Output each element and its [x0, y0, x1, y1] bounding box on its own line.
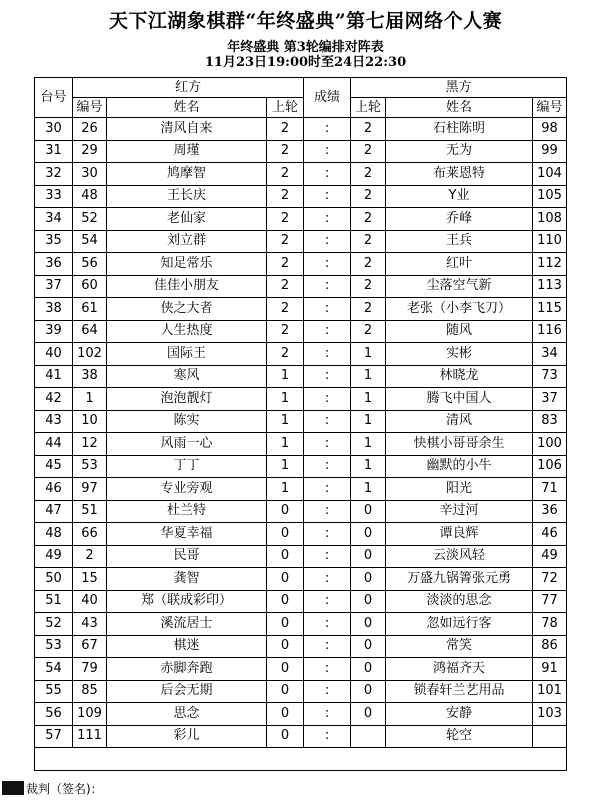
black-name-cell: 老张（小李飞刀）: [386, 298, 533, 321]
table-row: [35, 388, 567, 411]
black-prev-cell: 2: [351, 275, 386, 298]
black-prev-cell: 0: [351, 523, 386, 546]
table-row: [35, 500, 567, 523]
table-row: [35, 118, 567, 141]
table-row: [35, 658, 567, 681]
black-name-cell: 乔峰: [386, 208, 533, 231]
table-no-cell: 50: [35, 568, 73, 591]
table-row: [35, 635, 567, 658]
red-no-cell: 10: [73, 410, 107, 433]
red-prev-cell: 0: [267, 523, 304, 546]
red-name-cell: 国际王: [107, 343, 267, 366]
result-cell: :: [304, 275, 351, 298]
table-row: [35, 343, 567, 366]
black-no-cell: 101: [533, 680, 567, 703]
red-no-cell: 56: [73, 253, 107, 276]
red-prev-cell: 0: [267, 725, 304, 748]
table-no-cell: 31: [35, 140, 73, 163]
table-row: [35, 590, 567, 613]
red-no-cell: 66: [73, 523, 107, 546]
black-no-cell: 83: [533, 410, 567, 433]
page-title: 天下江湖象棋群“年终盛典”第七届网络个人赛: [108, 10, 503, 32]
red-no-cell: 52: [73, 208, 107, 231]
red-name-cell: 郑（联成彩印）: [107, 590, 267, 613]
result-cell: :: [304, 433, 351, 456]
table-no-cell: 34: [35, 208, 73, 231]
footnote-text: 裁判（签名)：: [26, 782, 103, 796]
red-no-cell: 109: [73, 703, 107, 726]
result-cell: :: [304, 545, 351, 568]
black-prev-cell: 1: [351, 343, 386, 366]
result-cell: :: [304, 703, 351, 726]
red-name-cell: 溪流居士: [107, 613, 267, 636]
table-no-cell: 56: [35, 703, 73, 726]
black-no-cell: 100: [533, 433, 567, 456]
black-no-cell: 115: [533, 298, 567, 321]
table-no-cell: 33: [35, 185, 73, 208]
black-prev-cell: 1: [351, 388, 386, 411]
table-row: [35, 568, 567, 591]
red-prev-cell: 0: [267, 545, 304, 568]
table-no-cell: 49: [35, 545, 73, 568]
black-name-cell: 常笑: [386, 635, 533, 658]
red-prev-cell: 1: [267, 365, 304, 388]
red-name-cell: 专业旁观: [107, 478, 267, 501]
black-name-cell: 幽默的小牛: [386, 455, 533, 478]
red-prev-cell: 0: [267, 613, 304, 636]
black-no-cell: 86: [533, 635, 567, 658]
red-name-cell: 陈实: [107, 410, 267, 433]
table-no-cell: 38: [35, 298, 73, 321]
black-name-cell: Y业: [386, 185, 533, 208]
black-name-cell: 淡淡的思念: [386, 590, 533, 613]
table-row: [35, 725, 567, 748]
red-prev-cell: 0: [267, 500, 304, 523]
subtitle: [0, 40, 611, 70]
red-name-cell: 华夏幸福: [107, 523, 267, 546]
red-prev-cell: 2: [267, 298, 304, 321]
red-name-cell: 鸠摩智: [107, 163, 267, 186]
black-prev-cell: 2: [351, 118, 386, 141]
table-no-cell: 37: [35, 275, 73, 298]
black-no-cell: [533, 725, 567, 748]
table-row: [35, 253, 567, 276]
black-prev-cell: 0: [351, 703, 386, 726]
result-cell: :: [304, 320, 351, 343]
red-name-cell: 清风自来: [107, 118, 267, 141]
red-prev-cell: 1: [267, 455, 304, 478]
red-name-cell: 刘立群: [107, 230, 267, 253]
red-no-cell: 85: [73, 680, 107, 703]
red-prev-cell: 2: [267, 140, 304, 163]
black-name-cell: 无为: [386, 140, 533, 163]
black-name-cell: 万盛九锅箐张元勇: [386, 568, 533, 591]
result-cell: :: [304, 253, 351, 276]
table-row: [35, 613, 567, 636]
black-name-cell: 轮空: [386, 725, 533, 748]
header-red-no: 编号: [73, 98, 107, 118]
red-prev-cell: 2: [267, 185, 304, 208]
table-row: [35, 365, 567, 388]
header-red-prev: 上轮: [267, 98, 304, 118]
red-no-cell: 64: [73, 320, 107, 343]
table-no-cell: 35: [35, 230, 73, 253]
result-cell: :: [304, 208, 351, 231]
result-cell: :: [304, 118, 351, 141]
red-name-cell: 杜兰特: [107, 500, 267, 523]
result-cell: :: [304, 500, 351, 523]
black-prev-cell: 1: [351, 365, 386, 388]
red-no-cell: 1: [73, 388, 107, 411]
red-prev-cell: 1: [267, 478, 304, 501]
black-no-cell: 98: [533, 118, 567, 141]
black-prev-cell: 1: [351, 455, 386, 478]
red-prev-cell: 2: [267, 275, 304, 298]
red-prev-cell: 0: [267, 590, 304, 613]
black-name-cell: 红叶: [386, 253, 533, 276]
red-no-cell: 102: [73, 343, 107, 366]
table-row: [35, 455, 567, 478]
table-no-cell: 41: [35, 365, 73, 388]
header-table-no: 台号: [35, 78, 73, 118]
footnote: [2, 780, 103, 797]
red-prev-cell: 0: [267, 703, 304, 726]
red-prev-cell: 0: [267, 658, 304, 681]
black-name-cell: 鸿福齐天: [386, 658, 533, 681]
red-no-cell: 29: [73, 140, 107, 163]
table-row: [35, 680, 567, 703]
red-name-cell: 龚智: [107, 568, 267, 591]
red-name-cell: 侠之大者: [107, 298, 267, 321]
black-name-cell: 辛过河: [386, 500, 533, 523]
black-name-cell: 实彬: [386, 343, 533, 366]
red-name-cell: 王长庆: [107, 185, 267, 208]
black-name-cell: 王兵: [386, 230, 533, 253]
table-no-cell: 40: [35, 343, 73, 366]
result-cell: :: [304, 658, 351, 681]
header-red: 红方: [73, 78, 304, 98]
red-prev-cell: 2: [267, 253, 304, 276]
red-prev-cell: 2: [267, 163, 304, 186]
red-name-cell: 民哥: [107, 545, 267, 568]
red-name-cell: 老仙家: [107, 208, 267, 231]
red-name-cell: 人生热度: [107, 320, 267, 343]
red-name-cell: 寒风: [107, 365, 267, 388]
black-prev-cell: 1: [351, 478, 386, 501]
black-prev-cell: [351, 725, 386, 748]
red-name-cell: 风雨一心: [107, 433, 267, 456]
black-prev-cell: 2: [351, 208, 386, 231]
black-no-cell: 104: [533, 163, 567, 186]
table-row: [35, 185, 567, 208]
table-no-cell: 43: [35, 410, 73, 433]
black-prev-cell: 0: [351, 500, 386, 523]
header-red-name: 姓名: [107, 98, 267, 118]
table-no-cell: 53: [35, 635, 73, 658]
result-cell: :: [304, 343, 351, 366]
black-prev-cell: 1: [351, 433, 386, 456]
black-name-cell: 尘落空气新: [386, 275, 533, 298]
result-cell: :: [304, 455, 351, 478]
result-cell: :: [304, 523, 351, 546]
result-cell: :: [304, 163, 351, 186]
table-no-cell: 32: [35, 163, 73, 186]
black-prev-cell: 2: [351, 298, 386, 321]
table-no-cell: 54: [35, 658, 73, 681]
black-name-cell: 锁春轩兰艺用品: [386, 680, 533, 703]
black-prev-cell: 1: [351, 410, 386, 433]
red-no-cell: 51: [73, 500, 107, 523]
black-prev-cell: 2: [351, 253, 386, 276]
black-name-cell: 谭良辉: [386, 523, 533, 546]
result-cell: :: [304, 410, 351, 433]
black-no-cell: 106: [533, 455, 567, 478]
red-prev-cell: 1: [267, 433, 304, 456]
result-cell: :: [304, 613, 351, 636]
red-no-cell: 26: [73, 118, 107, 141]
header-black-name: 姓名: [386, 98, 533, 118]
red-no-cell: 40: [73, 590, 107, 613]
black-prev-cell: 0: [351, 635, 386, 658]
red-no-cell: 2: [73, 545, 107, 568]
table-no-cell: 42: [35, 388, 73, 411]
black-no-cell: 78: [533, 613, 567, 636]
red-prev-cell: 2: [267, 343, 304, 366]
result-cell: :: [304, 590, 351, 613]
red-no-cell: 60: [73, 275, 107, 298]
red-prev-cell: 2: [267, 118, 304, 141]
red-no-cell: 38: [73, 365, 107, 388]
black-no-cell: 112: [533, 253, 567, 276]
table-row: [35, 703, 567, 726]
red-no-cell: 111: [73, 725, 107, 748]
table-row: [35, 275, 567, 298]
red-name-cell: 后会无期: [107, 680, 267, 703]
pairing-table: [34, 77, 567, 771]
result-cell: :: [304, 365, 351, 388]
black-no-cell: 116: [533, 320, 567, 343]
stamp-icon: [2, 781, 24, 795]
black-name-cell: 布莱恩特: [386, 163, 533, 186]
black-prev-cell: 2: [351, 140, 386, 163]
red-name-cell: 赤脚奔跑: [107, 658, 267, 681]
table-row: [35, 140, 567, 163]
table-no-cell: 48: [35, 523, 73, 546]
black-name-cell: 清风: [386, 410, 533, 433]
table-no-cell: 44: [35, 433, 73, 456]
red-prev-cell: 2: [267, 320, 304, 343]
black-no-cell: 73: [533, 365, 567, 388]
red-name-cell: 知足常乐: [107, 253, 267, 276]
table-no-cell: 30: [35, 118, 73, 141]
table-row: [35, 545, 567, 568]
result-cell: :: [304, 478, 351, 501]
black-prev-cell: 0: [351, 680, 386, 703]
result-cell: :: [304, 725, 351, 748]
black-prev-cell: 2: [351, 185, 386, 208]
table-no-cell: 39: [35, 320, 73, 343]
red-prev-cell: 1: [267, 388, 304, 411]
red-name-cell: 佳佳小朋友: [107, 275, 267, 298]
black-name-cell: 忽如远行客: [386, 613, 533, 636]
table-row: [35, 298, 567, 321]
red-prev-cell: 0: [267, 635, 304, 658]
black-no-cell: 91: [533, 658, 567, 681]
table-no-cell: 47: [35, 500, 73, 523]
black-prev-cell: 0: [351, 590, 386, 613]
subtitle-time: 11月23日19:00时至24日22:30: [204, 55, 407, 70]
red-prev-cell: 1: [267, 410, 304, 433]
subtitle-round: 年终盛典 第3轮编排对阵表: [227, 40, 384, 55]
table-no-cell: 46: [35, 478, 73, 501]
black-no-cell: 108: [533, 208, 567, 231]
table-row: [35, 478, 567, 501]
black-name-cell: 林晓龙: [386, 365, 533, 388]
table-row: [35, 320, 567, 343]
result-cell: :: [304, 230, 351, 253]
red-prev-cell: 2: [267, 208, 304, 231]
black-no-cell: 113: [533, 275, 567, 298]
black-no-cell: 49: [533, 545, 567, 568]
black-prev-cell: 2: [351, 230, 386, 253]
header-result: 成绩: [304, 78, 351, 118]
result-cell: :: [304, 140, 351, 163]
black-no-cell: 105: [533, 185, 567, 208]
black-prev-cell: 2: [351, 163, 386, 186]
table-row: [35, 230, 567, 253]
red-name-cell: 周瑾: [107, 140, 267, 163]
black-no-cell: 99: [533, 140, 567, 163]
red-name-cell: 彩儿: [107, 725, 267, 748]
red-no-cell: 12: [73, 433, 107, 456]
red-name-cell: 思念: [107, 703, 267, 726]
pairing-rows: [35, 118, 567, 748]
black-no-cell: 77: [533, 590, 567, 613]
result-cell: :: [304, 388, 351, 411]
red-no-cell: 61: [73, 298, 107, 321]
header-black-prev: 上轮: [351, 98, 386, 118]
red-name-cell: 棋迷: [107, 635, 267, 658]
blank-row: [35, 748, 567, 771]
result-cell: :: [304, 185, 351, 208]
red-no-cell: 53: [73, 455, 107, 478]
black-prev-cell: 0: [351, 613, 386, 636]
red-no-cell: 30: [73, 163, 107, 186]
table-row: [35, 163, 567, 186]
black-prev-cell: 2: [351, 320, 386, 343]
black-prev-cell: 0: [351, 658, 386, 681]
red-no-cell: 48: [73, 185, 107, 208]
result-cell: :: [304, 680, 351, 703]
red-no-cell: 97: [73, 478, 107, 501]
black-no-cell: 34: [533, 343, 567, 366]
red-name-cell: 丁丁: [107, 455, 267, 478]
black-name-cell: 阳光: [386, 478, 533, 501]
black-prev-cell: 0: [351, 568, 386, 591]
table-no-cell: 51: [35, 590, 73, 613]
table-row: [35, 433, 567, 456]
red-name-cell: 泡泡靓灯: [107, 388, 267, 411]
black-prev-cell: 0: [351, 545, 386, 568]
table-no-cell: 52: [35, 613, 73, 636]
red-prev-cell: 2: [267, 230, 304, 253]
black-name-cell: 云淡风轻: [386, 545, 533, 568]
table-no-cell: 55: [35, 680, 73, 703]
header-black-no: 编号: [533, 98, 567, 118]
result-cell: :: [304, 635, 351, 658]
red-prev-cell: 0: [267, 680, 304, 703]
table-row: [35, 410, 567, 433]
black-name-cell: 安静: [386, 703, 533, 726]
black-no-cell: 72: [533, 568, 567, 591]
table-row: [35, 208, 567, 231]
black-name-cell: 腾飞中国人: [386, 388, 533, 411]
black-name-cell: 快棋小哥哥余生: [386, 433, 533, 456]
red-prev-cell: 0: [267, 568, 304, 591]
result-cell: :: [304, 298, 351, 321]
black-name-cell: 石柱陈明: [386, 118, 533, 141]
black-no-cell: 110: [533, 230, 567, 253]
result-cell: :: [304, 568, 351, 591]
black-no-cell: 71: [533, 478, 567, 501]
black-no-cell: 37: [533, 388, 567, 411]
red-no-cell: 15: [73, 568, 107, 591]
red-no-cell: 79: [73, 658, 107, 681]
table-no-cell: 36: [35, 253, 73, 276]
table-row: [35, 523, 567, 546]
black-no-cell: 36: [533, 500, 567, 523]
table-no-cell: 45: [35, 455, 73, 478]
red-no-cell: 67: [73, 635, 107, 658]
black-no-cell: 103: [533, 703, 567, 726]
red-no-cell: 54: [73, 230, 107, 253]
black-no-cell: 46: [533, 523, 567, 546]
red-no-cell: 43: [73, 613, 107, 636]
black-name-cell: 随风: [386, 320, 533, 343]
header-black: 黑方: [351, 78, 567, 98]
table-no-cell: 57: [35, 725, 73, 748]
